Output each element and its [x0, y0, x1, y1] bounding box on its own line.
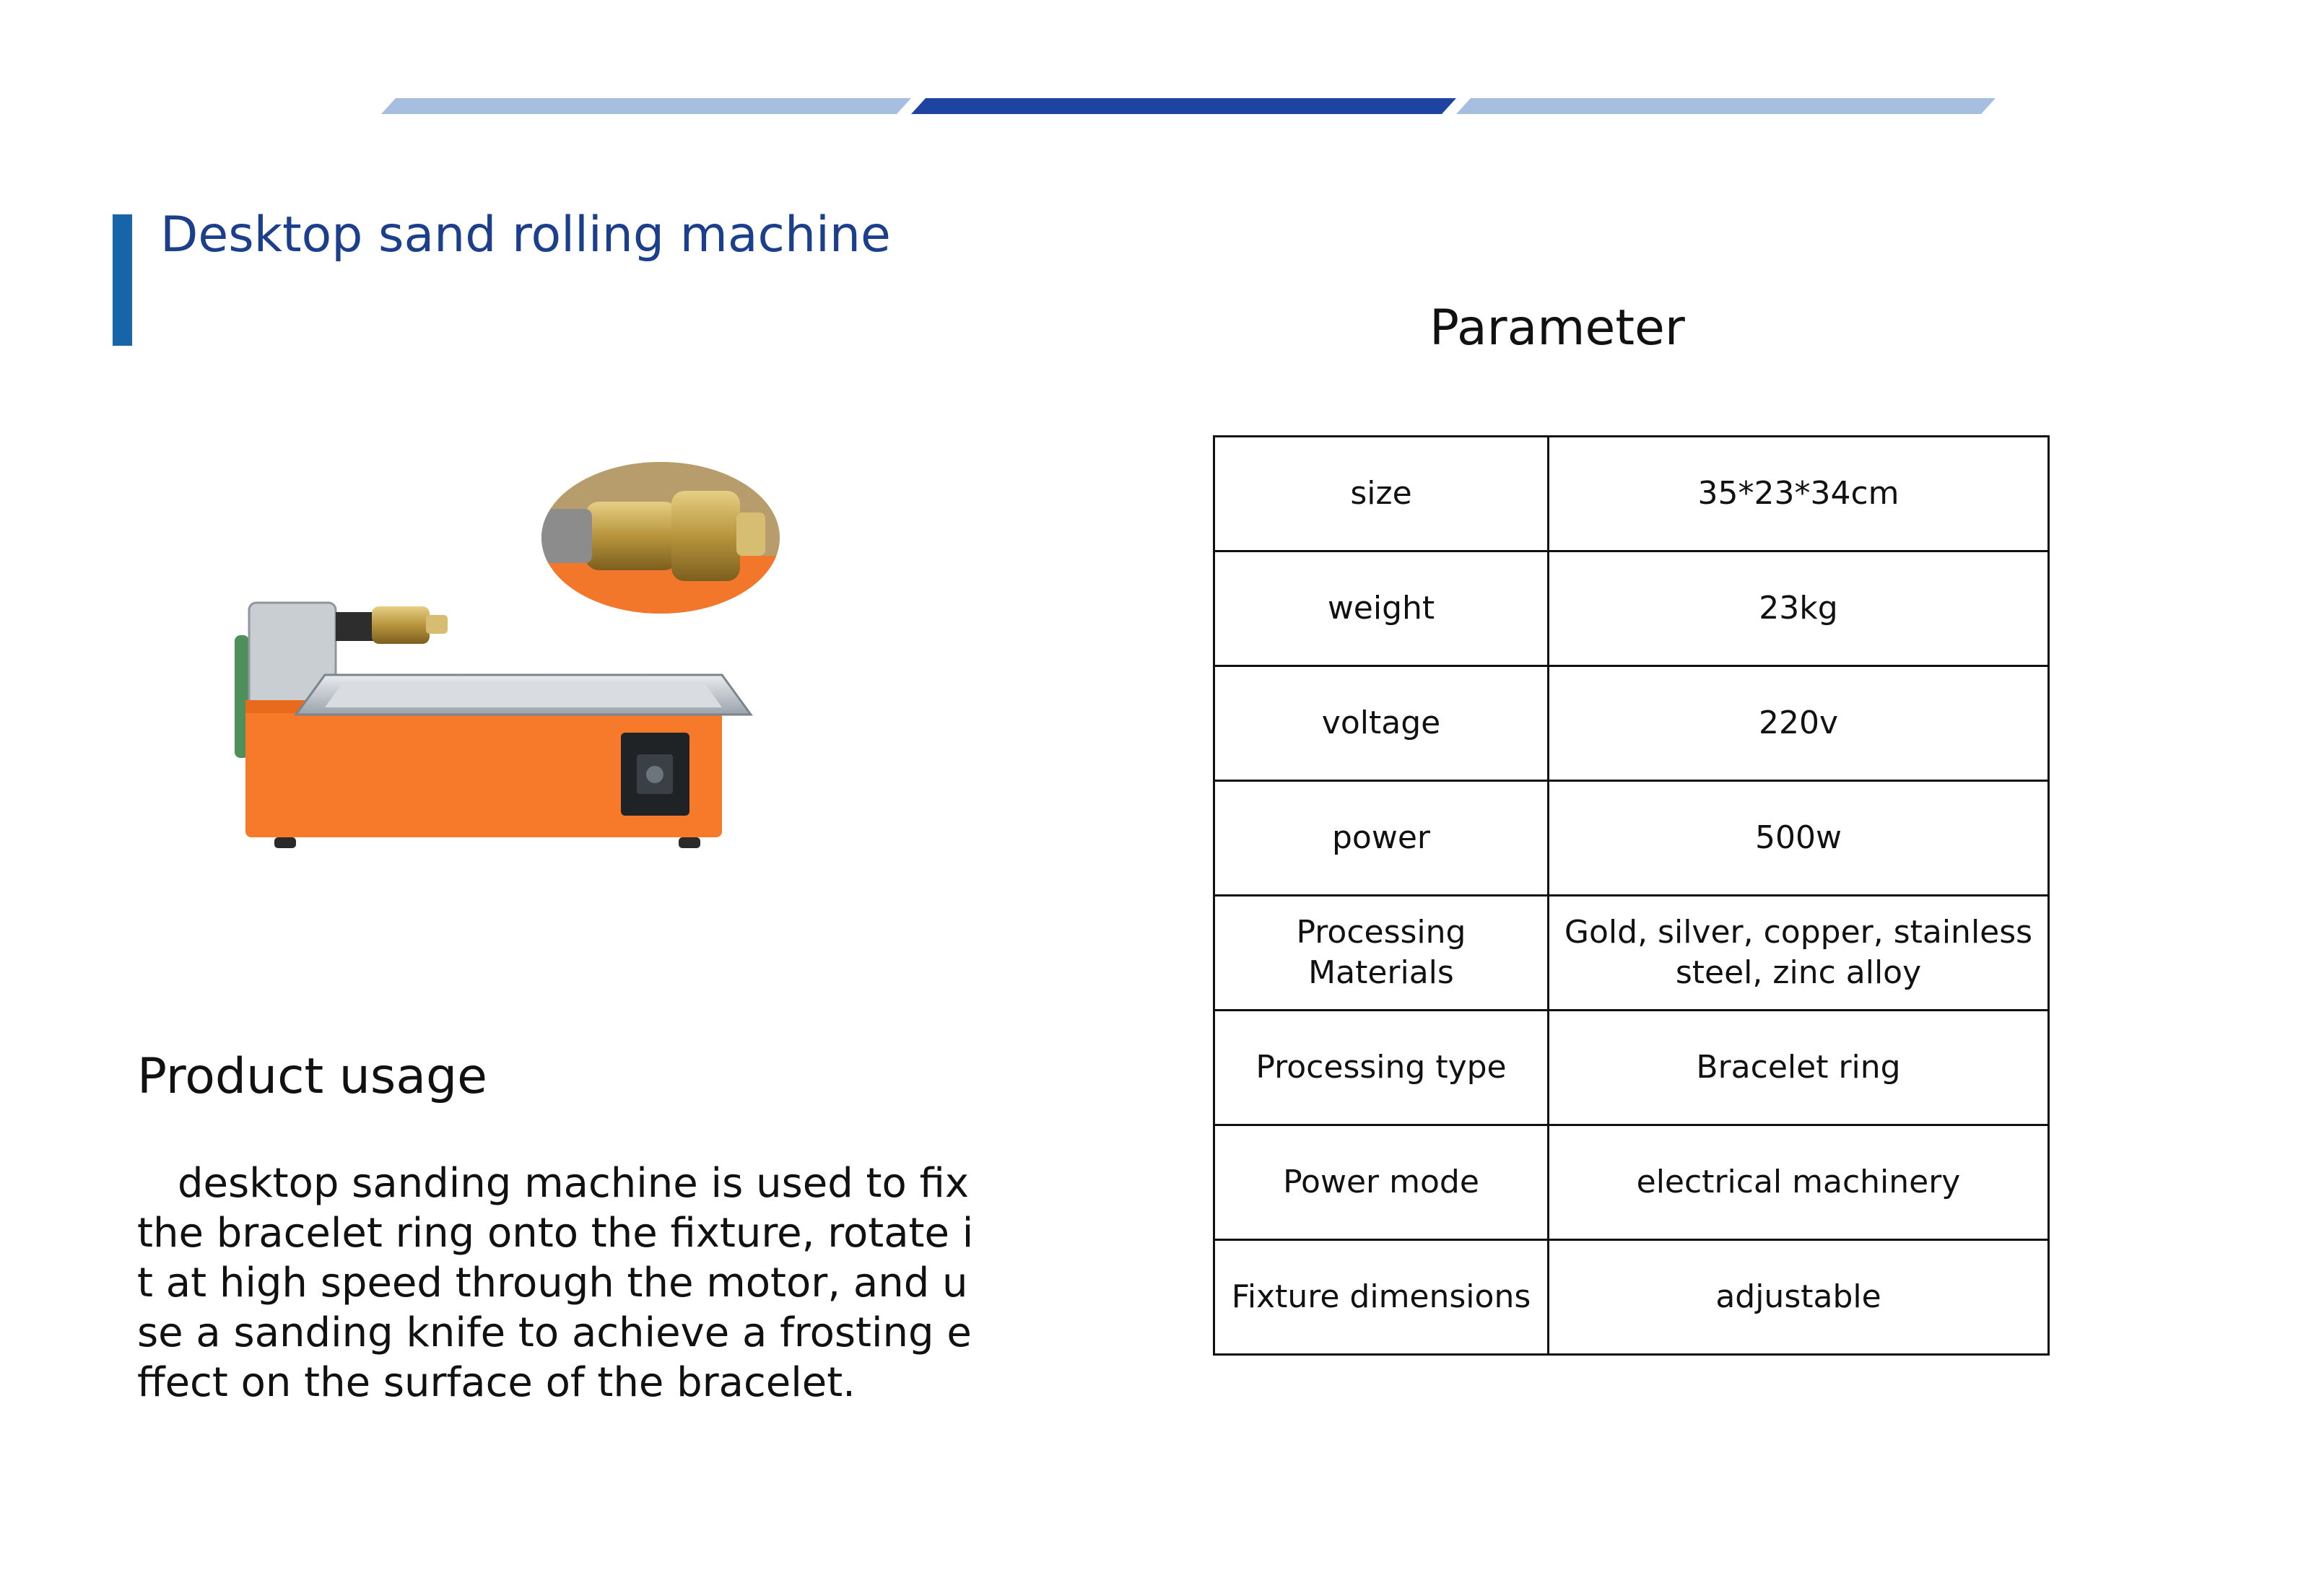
header-bar-left	[381, 98, 911, 114]
param-key: Processing Materials	[1214, 896, 1549, 1011]
table-row	[1214, 666, 2049, 781]
param-key: weight	[1214, 551, 1549, 666]
table-row	[1214, 1240, 2049, 1355]
fixture-closeup-inset	[534, 455, 794, 628]
header-decoration-bars	[0, 0, 2324, 144]
table-row	[1214, 1125, 2049, 1240]
param-key: Processing type	[1214, 1011, 1549, 1125]
param-key: Fixture dimensions	[1214, 1240, 1549, 1355]
param-key: power	[1214, 781, 1549, 896]
header-bar-right	[1456, 98, 1996, 114]
param-value: Gold, silver, copper, stainless steel, zinc alloy	[1549, 896, 2049, 1011]
param-value: 23kg	[1549, 551, 2049, 666]
param-key: voltage	[1214, 666, 1549, 781]
product-image	[180, 426, 830, 888]
usage-heading: Product usage	[137, 1048, 487, 1105]
table-row	[1214, 551, 2049, 666]
param-key: Power mode	[1214, 1125, 1549, 1240]
param-key: size	[1214, 437, 1549, 551]
title-accent-bar	[113, 214, 132, 346]
page-title: Desktop sand rolling machine	[160, 206, 891, 263]
header-bar-center	[911, 98, 1456, 114]
table-row	[1214, 437, 2049, 551]
param-value: Bracelet ring	[1549, 1011, 2049, 1125]
param-value: 220v	[1549, 666, 2049, 781]
table-row	[1214, 1011, 2049, 1125]
usage-description: desktop sanding machine is used to fix the bracelet ring onto the fixture, rotate it at high speed through the motor, and use a sanding knife to achieve a frosting effect on the surface of the bracelet.	[137, 1160, 974, 1406]
param-value: 500w	[1549, 781, 2049, 896]
parameter-table	[1213, 435, 2050, 1356]
param-value: electrical machinery	[1549, 1125, 2049, 1240]
parameter-heading: Parameter	[1429, 300, 1685, 357]
table-row	[1214, 896, 2049, 1011]
param-value: adjustable	[1549, 1240, 2049, 1355]
param-value: 35*23*34cm	[1549, 437, 2049, 551]
table-row	[1214, 781, 2049, 896]
